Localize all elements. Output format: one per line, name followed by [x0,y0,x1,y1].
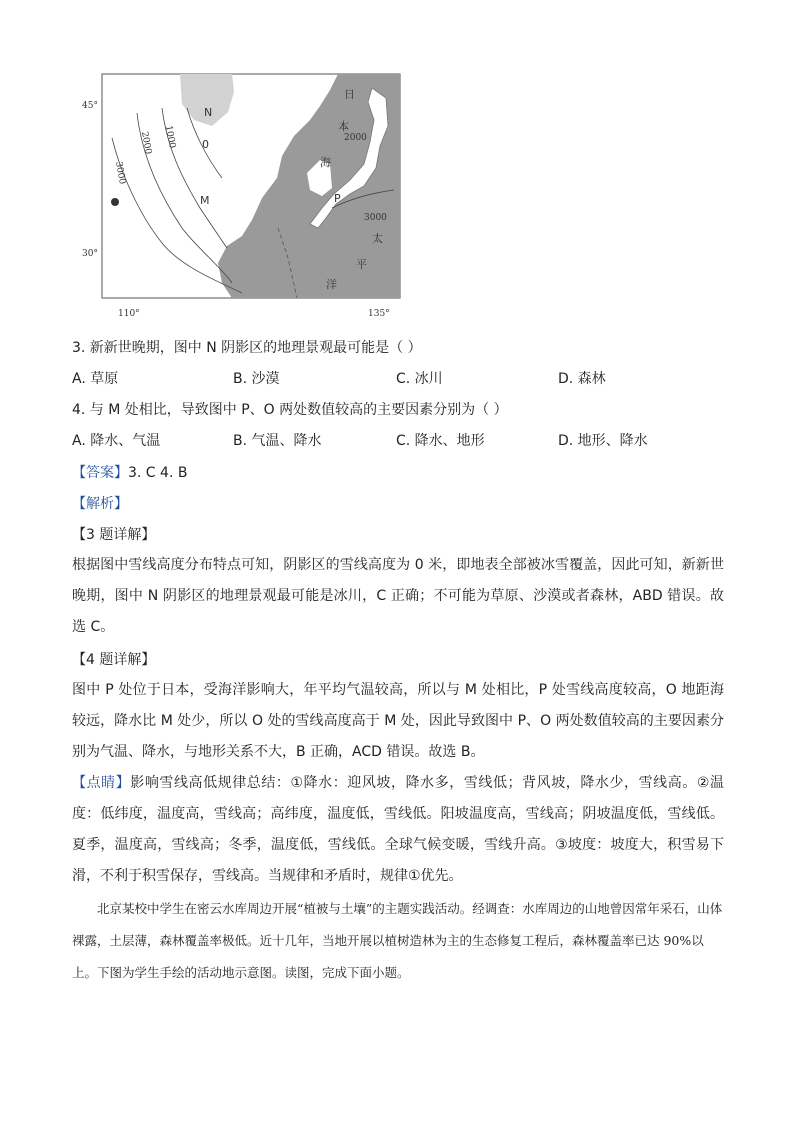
detail4-title: 【4 题详解】 [72,652,156,668]
answer-line [72,463,187,483]
q4-option-d: D. 地形、降水 [558,433,648,449]
q3-option-d: D. 森林 [558,371,606,387]
contour-2000-left: 2000 [139,130,153,156]
snowline-map-svg [82,68,412,319]
contour-3000-left: 3000 [113,160,127,186]
answer-text: 3. C 4. B [128,465,188,481]
q4-option-a: A. 降水、气温 [72,433,161,449]
contour-3000-right: 3000 [364,213,387,223]
analysis-label: 【解析】 [72,496,128,512]
lon-135-label: 135° [368,309,390,319]
q3-option-b: B. 沙漠 [233,371,280,387]
point-N-label: N [204,106,213,119]
detail4-text: 图中 P 处位于日本，受海洋影响大，年平均气温较高，所以与 M 处相比，P 处雪线高度较高，O 地距海较远，降水比 M 处少，所以 O 处的雪线高度高于 M 处，因此导致图中 P、O 两处数值较高的主要因素分别为气温、降水，与地形关系不大，B 正确，ACD 错误。故选 B。 [72,682,724,760]
q3-option-c: C. 冰川 [396,371,443,387]
answer-tag: 【答案】 [72,465,128,481]
detail3-text: 根据图中雪线高度分布特点可知，阴影区的雪线高度为 0 米，即地表全部被冰雪覆盖，因此可知，新新世晚期，图中 N 阴影区的地理景观最可能是冰川，C 正确；不可能为草原、沙漠或者森林，ABD 错误。故选 C。 [72,557,724,635]
tip-text: 影响雪线高低规律总结：①降水：迎风坡，降水多，雪线低；背风坡，降水少，雪线高。②温度：低纬度，温度高，雪线高；高纬度，温度低，雪线低。阳坡温度高，雪线高；阴坡温度低，雪线低。夏季，温度高，雪线高；冬季，温度低，雪线低。全球气候变暖，雪线升高。③坡度：坡度大，积雪易下滑，不利于积雪保存，雪线高。当规律和矛盾时，规律①优先。 [72,775,724,884]
point-M-label: M [200,194,210,207]
q4-option-b: B. 气温、降水 [233,433,322,449]
location-dot [111,198,119,206]
tip-tag: 【点睛】 [72,775,131,791]
analysis-tag [72,494,128,514]
q4-stem: 4. 与 M 处相比，导致图中 P、O 两处数值较高的主要因素分别为（ ） [72,402,508,418]
q3-option-a: A. 草原 [72,371,119,387]
contour-2000-right: 2000 [344,133,367,143]
ocean-char-2: 平 [356,258,367,271]
q3-stem: 3. 新新世晚期，图中 N 阴影区的地理景观最可能是（ ） [72,340,422,356]
sea-char-1: 日 [344,88,355,101]
tip-paragraph [72,768,724,892]
ocean-char-3: 洋 [326,278,337,291]
contour-1000-label: 1000 [163,124,177,150]
snowline-map [82,68,412,319]
detail3-title: 【3 题详解】 [72,527,156,543]
lat-30-label: 30° [82,249,98,259]
ocean-char-1: 太 [372,232,383,245]
sea-char-3: 海 [320,156,331,169]
lat-45-label: 45° [82,101,98,111]
sea-char-2: 本 [338,120,349,133]
contour-0-label: 0 [202,138,209,151]
q4-option-c: C. 降水、地形 [396,433,485,449]
intro-paragraph: 北京某校中学生在密云水库周边开展“植被与土壤”的主题实践活动。经调查：水库周边的山地曾因常年采石，山体裸露，土层薄，森林覆盖率极低。近十几年，当地开展以植树造林为主的生态修复工程后，森林覆盖率已达 90%以上。下图为学生手绘的活动地示意图。读图，完成下面小题。 [72,901,723,980]
point-P-label: P [334,192,341,205]
lon-110-label: 110° [118,309,140,319]
